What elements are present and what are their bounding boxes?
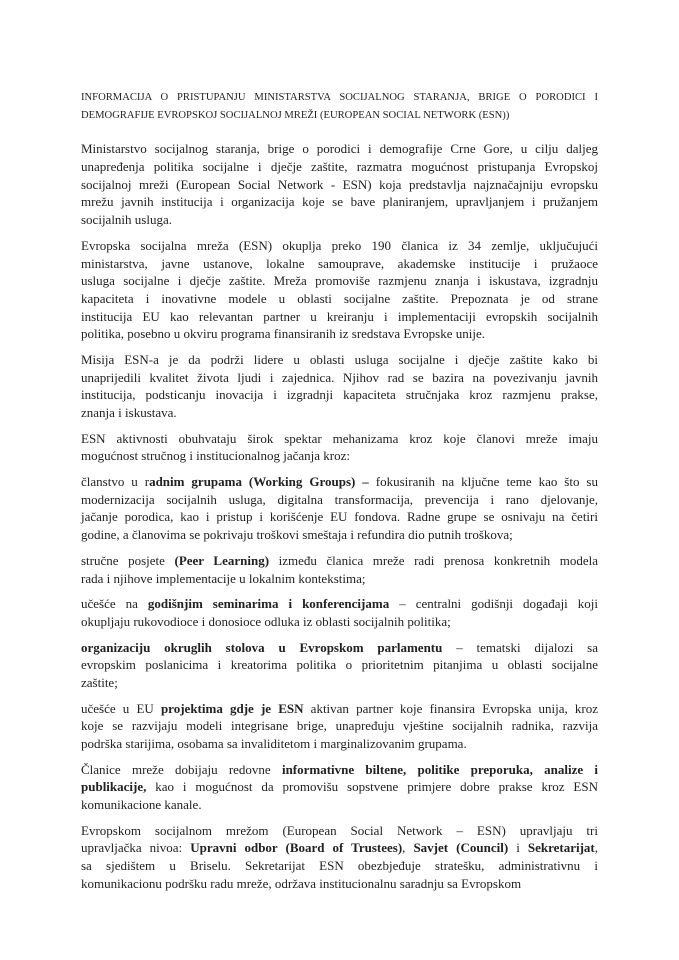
title-line: DEMOGRAFIJE EVROPSKOJ SOCIJALNOJ MREŽI (EUROPEAN SOCIAL NETWORK (ESN)) (81, 109, 510, 121)
text-segment: , (402, 840, 414, 856)
text-segment: – centralni godišnji događaji koji (389, 596, 599, 612)
text-line (81, 552, 598, 570)
text-line: kapaciteta i inovativne modele u oblasti socijalne zaštite. Prepoznata je od strane (81, 290, 598, 306)
text-line (81, 700, 598, 718)
text-line: institucija EU kao relevantan partner u kreiranju i implementaciji evropskih socijalnih (81, 308, 598, 324)
paragraph (81, 761, 598, 814)
title-line: INFORMACIJA O PRISTUPANJU MINISTARSTVA SOCIJALNOG STARANJA, BRIGE O PORODICI I (81, 92, 598, 103)
bold-text: Savjet (Council) (413, 840, 509, 856)
paragraph (81, 700, 598, 753)
paragraph (81, 552, 598, 587)
text-line: Ministarstvo socijalnog staranja, brige o porodici i demografije Crne Gore, u cilju daljeg (81, 141, 598, 157)
bold-text: Upravni odbor (Board of Trustees) (190, 840, 403, 856)
bold-text: organizaciju okruglih stolova u Evropskom parlamentu (81, 639, 443, 655)
bold-text: (Peer Learning) (174, 552, 270, 568)
text-line (81, 778, 598, 796)
paragraph (81, 351, 598, 422)
text-line (81, 839, 598, 857)
text-segment: – tematski dijalozi sa (442, 639, 598, 655)
bold-text: informativne biltene, politike preporuka, analize i (281, 761, 598, 777)
text-line (81, 761, 598, 779)
text-line: mogućnost stručnog i institucionalnog jačanja kroz: (81, 448, 350, 464)
text-line: podrška starijima, osobama sa invaliditetom i marginalizovanim grupama. (81, 736, 467, 751)
text-line: koje se razvijaju modeli integrisane brige, unapređuju vještine socijalnih radnika, razvija (81, 718, 598, 734)
text-line (81, 595, 598, 613)
text-line: Evropska socijalna mreža (ESN) okuplja preko 190 članica iz 34 zemlje, uključujući (81, 237, 598, 253)
text-line: ESN aktivnosti obuhvataju širok spektar mehanizama kroz koje članovi mreže imaju (81, 430, 598, 446)
paragraph (81, 822, 598, 893)
text-segment: stručne posjete (81, 552, 175, 568)
bold-text: godišnjim seminarima i konferencijama (147, 596, 390, 612)
text-line: ministarstva, javne ustanove, lokalne samouprave, akademske institucije i pružaoce (81, 255, 598, 271)
text-line (81, 639, 598, 657)
bold-text: projektima gdje je ESN (160, 700, 304, 716)
text-line: evropskim poslanicima i kreatorima politika o prioritetnim pitanjima u oblasti socijalne (81, 657, 598, 673)
document-page (81, 88, 598, 901)
bold-text: publikacije, (81, 779, 147, 795)
text-segment: učešće u EU (81, 700, 161, 716)
text-line: socijalnih usluga. (81, 212, 172, 228)
text-line: modernizacija socijalnih usluga, digitalna transformacija, prevencija i rano djelovanje, (81, 491, 598, 507)
text-line: politika, posebno u okviru programa finansiranih iz sredstava Evropske unije. (81, 326, 485, 342)
text-line: institucija, podsticanju inovacija i izgradnji kapaciteta stručnjaka kroz razmjenu prakse, (81, 387, 598, 403)
text-segment: članstvo u r (81, 474, 150, 490)
text-line: socijalnoj mreži (European Social Network - ESN) koja predstavlja najznačajniju evropsku (81, 176, 598, 192)
text-line: znanja i iskustava. (81, 405, 177, 420)
text-line: okupljaju rukovodioce i donosioce odluka iz oblasti socijalnih politika; (81, 613, 451, 629)
text-line: unapređenja politika socijalne i dječje zaštite, razmatra mogućnost pristupanja Evropskoj (81, 159, 598, 175)
text-line: rada i njihove implementacije u lokalnim kontekstima; (81, 570, 366, 586)
text-line: godine, a članovima se pokrivaju troškovi smeštaja i refundira dio putnih troškova; (81, 527, 513, 543)
document-title (81, 88, 598, 123)
text-segment: kao i mogućnost da promovišu sopstvene primjere dobre prakse kroz ESN (146, 779, 598, 795)
paragraph (81, 430, 598, 465)
text-segment: upravljačka nivoa: (81, 840, 191, 856)
text-line: mrežu javnih institucija i organizacija koje se bave planiranjem, upravljanjem i pružanjem (81, 194, 598, 210)
paragraph (81, 237, 598, 343)
text-line: usluga socijalne i dječje zaštite. Mreža promoviše razmjenu znanja i iskustava, izgradnju (81, 273, 598, 289)
paragraph (81, 140, 598, 228)
text-line (81, 473, 598, 491)
text-line: sa sjedištem u Briselu. Sekretarijat ESN obezbjeđuje stratešku, administrativnu i (81, 858, 598, 874)
text-segment: , (594, 840, 598, 856)
bold-text: adnim grupama (Working Groups) – (149, 474, 369, 490)
paragraph (81, 595, 598, 630)
text-segment: između članica mreže radi prenosa konkretnih modela (269, 552, 599, 568)
text-line: jačanje porodica, kao i pristup i korišćenje EU fondova. Radne grupe se osnivaju na četiri (81, 509, 598, 525)
text-segment: fokusiranih na ključne teme kao što su (368, 474, 598, 490)
text-line: zaštite; (81, 674, 118, 690)
text-line: komunikacione kanale. (81, 797, 202, 813)
text-line: unaprijedili kvalitet života ljudi i zajednica. Njihov rad se bazira na povezivanju javnih (81, 369, 598, 385)
text-segment: aktivan partner koje finansira Evropska unija, kroz (303, 700, 598, 716)
paragraph (81, 639, 598, 692)
document-body (81, 140, 598, 892)
text-segment: učešće na (81, 596, 148, 612)
bold-text: Sekretarijat (527, 840, 595, 856)
paragraph (81, 473, 598, 544)
text-line: Misija ESN-a je da podrži lidere u oblasti usluga socijalne i dječje zaštite kako bi (81, 351, 598, 367)
text-line: Evropskom socijalnom mrežom (European Social Network – ESN) upravljaju tri (81, 822, 598, 838)
text-line: komunikacionu podršku radu mreže, održava institucionalnu saradnju sa Evropskom (81, 875, 522, 891)
text-segment: i (508, 840, 528, 856)
text-segment: Članice mreže dobijaju redovne (81, 761, 282, 777)
